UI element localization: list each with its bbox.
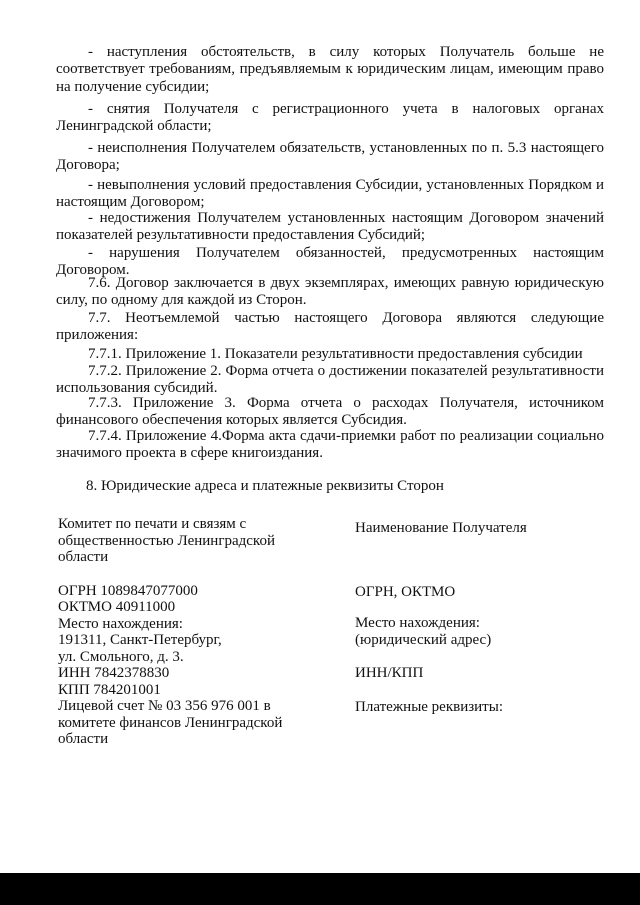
paragraph-7-7-3: 7.7.3. Приложение 3. Форма отчета о расходах Получателя, источником финансового обеспечения которых является Субсидия. — [56, 395, 604, 429]
paragraph-7-7-2: 7.7.2. Приложение 2. Форма отчета о достижении показателей результативности использования субсидий. — [56, 363, 604, 397]
paragraph-7-7-1: 7.7.1. Приложение 1. Показатели результативности предоставления субсидии — [88, 346, 583, 362]
left-party-oktmo: ОКТМО 40911000 — [58, 599, 176, 615]
left-party-address-street: ул. Смольного, д. 3. — [58, 648, 184, 665]
right-party-location-note: (юридический адрес) — [355, 631, 492, 648]
left-party-location-label: Место нахождения: — [58, 615, 183, 632]
paragraph-7-7: 7.7. Неотъемлемой частью настоящего Договора являются следующие приложения: — [56, 310, 604, 344]
right-party-inn-kpp: ИНН/КПП — [355, 665, 424, 681]
paragraph-7-7-4: 7.7.4. Приложение 4.Форма акта сдачи-приемки работ по реализации социально значимого проекта в сфере книгоиздания. — [56, 428, 604, 462]
left-party-inn: ИНН 7842378830 — [58, 665, 170, 681]
left-party-name-line: области — [58, 549, 109, 565]
left-party-account-region: области — [58, 731, 109, 747]
left-party-account: Лицевой счет № 03 356 976 001 в — [58, 698, 271, 714]
right-party-payment-details: Платежные реквизиты: — [355, 698, 503, 715]
paragraph-non-compliance: - невыполнения условий предоставления Субсидии, установленных Порядком и настоящим Договором; — [56, 177, 604, 211]
right-party-block — [355, 520, 605, 715]
paragraph-7-6: 7.6. Договор заключается в двух экземплярах, имеющих равную юридическую силу, по одному для каждой из Сторон. — [56, 275, 604, 309]
left-party-name-line: общественностью Ленинградской — [58, 532, 275, 549]
left-party-ogrn: ОГРН 1089847077000 — [58, 582, 198, 599]
left-party-details — [58, 583, 328, 748]
paragraph-deregistration: - снятия Получателя с регистрационного учета в налоговых органах Ленинградской области; — [56, 101, 604, 135]
left-party-block — [58, 516, 328, 748]
right-party-name: Наименование Получателя — [355, 520, 527, 536]
section-heading: 8. Юридические адреса и платежные реквизиты Сторон — [86, 478, 444, 494]
left-party-name-line: Комитет по печати и связям с — [58, 516, 247, 532]
paragraph-non-achievement: - недостижения Получателем установленных настоящим Договором значений показателей результативности предоставления Субсидий; — [56, 210, 604, 244]
left-party-address-city: 191311, Санкт-Петербург, — [58, 632, 222, 648]
left-party-name — [58, 516, 328, 566]
paragraph-non-fulfillment: - неисполнения Получателем обязательств, установленных по п. 5.3 настоящего Договора; — [56, 140, 604, 174]
left-party-account-bank: комитете финансов Ленинградской — [58, 714, 283, 731]
scan-edge-bar — [0, 873, 640, 905]
right-party-location-label: Место нахождения: — [355, 615, 480, 631]
paragraph-circumstances: - наступления обстоятельств, в силу которых Получатель больше не соответствует требованиям, предъявляемым к юридическим лицам, имеющим право на получение субсидии; — [56, 44, 604, 95]
paragraph-violation: - нарушения Получателем обязанностей, предусмотренных настоящим Договором. — [56, 245, 604, 279]
right-party-ogrn-oktmo: ОГРН, ОКТМО — [355, 583, 456, 600]
left-party-kpp: КПП 784201001 — [58, 681, 161, 698]
